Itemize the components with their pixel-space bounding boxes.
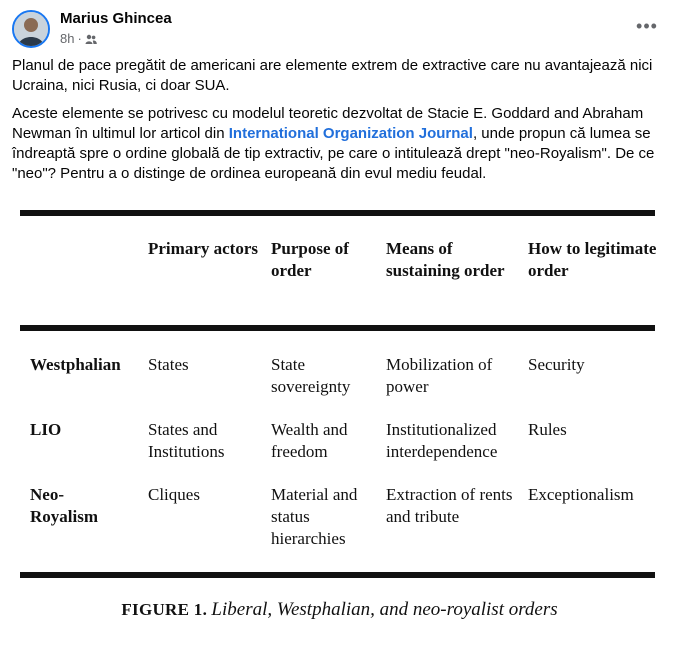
header-means-of-sustaining-order: Means of sustaining order xyxy=(386,239,505,280)
meta-separator: · xyxy=(77,31,82,46)
table-top-rule xyxy=(20,210,655,216)
row-label-neo-royalism: Neo-Royalism xyxy=(30,485,98,526)
figure-caption xyxy=(0,599,679,621)
table-cell: Rules xyxy=(528,420,567,439)
table-cell: Mobilization of power xyxy=(386,355,493,396)
table-cell: States xyxy=(148,355,189,374)
avatar-photo-icon xyxy=(14,12,48,46)
table-header-rule xyxy=(20,325,655,331)
table-cell: Extraction of rents and tribute xyxy=(386,485,513,526)
author-name[interactable]: Marius Ghincea xyxy=(60,10,172,27)
table-cell: Security xyxy=(528,355,585,374)
table-cell: Wealth and freedom xyxy=(271,420,348,461)
paragraph-2-text-after: , unde propun că lumea se îndreaptă spre o ordine globală de tip extractiv, pe care o intitulează drept "neo-Royalism". De ce "neo"? Pentru a o distinge de ordinea europeană din evul mediu feudal. xyxy=(12,125,655,182)
table-cell: States and Institutions xyxy=(148,420,225,461)
avatar[interactable] xyxy=(12,10,50,48)
header-how-to-legitimate-order: How to legitimate order xyxy=(528,239,657,280)
table-cell: Cliques xyxy=(148,485,200,504)
figure-caption-title: Liberal, Westphalian, and neo-royalist orders xyxy=(211,599,558,620)
figure-caption-label: FIGURE 1. xyxy=(121,600,208,619)
more-horizontal-icon: ••• xyxy=(636,15,658,36)
journal-link[interactable]: International Organization Journal xyxy=(228,125,473,142)
header-purpose-of-order: Purpose of order xyxy=(271,239,349,280)
table-cell: Material and status hierarchies xyxy=(271,485,358,548)
post-paragraph-1: Planul de pace pregătit de americani are elemente extrem de extractive care nu avantajează nici Ucraina, nici Rusia, ci doar SUA. xyxy=(12,57,653,94)
table-cell: Exceptionalism xyxy=(528,485,634,504)
row-label-lio: LIO xyxy=(30,420,62,439)
table-bottom-rule xyxy=(20,572,655,578)
post-header xyxy=(12,10,667,50)
row-label-westphalian: Westphalian xyxy=(30,355,121,374)
paragraph-2-text-before: Aceste elemente se potrivesc cu modelul teoretic dezvoltat de Stacie E. Goddard and Abraham Newman în ultimul lor articol din xyxy=(12,105,644,142)
post-paragraph-2 xyxy=(12,104,672,184)
friends-icon[interactable] xyxy=(85,33,97,45)
post-time[interactable]: 8h xyxy=(60,31,75,46)
header-primary-actors: Primary actors xyxy=(148,239,258,258)
table-cell: State sovereignty xyxy=(271,355,351,396)
table-cell: Institutionalized interdependence xyxy=(386,420,498,461)
post-meta xyxy=(60,31,97,46)
more-options-button[interactable] xyxy=(635,14,659,38)
post-text xyxy=(12,56,672,192)
